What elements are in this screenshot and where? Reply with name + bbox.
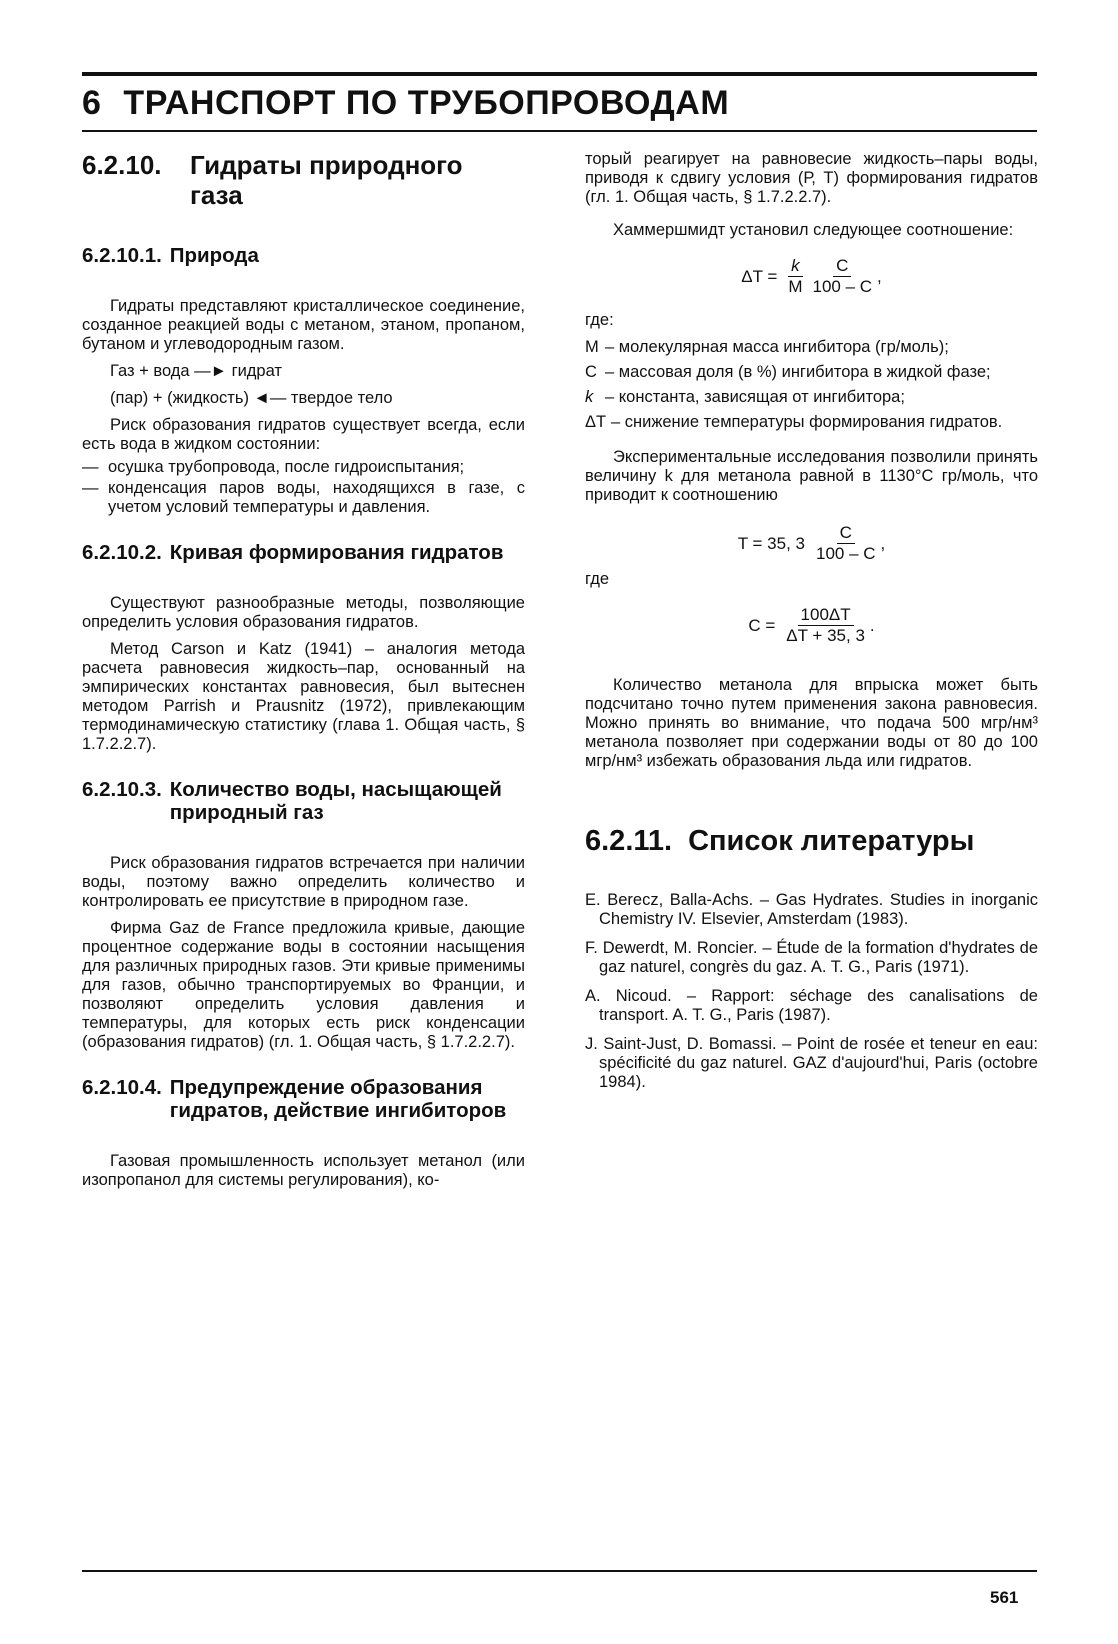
subsection-heading-prevention	[82, 1076, 525, 1122]
formula-concentration: C = $\frac{100\Delta T}{\Delta T + 35, 3}$ .	[748, 605, 875, 645]
subsection-heading-water	[82, 778, 525, 824]
header-rule-under	[82, 130, 1037, 132]
section-title: Гидраты природного газа	[190, 150, 463, 210]
paragraph: Хаммершмидт установил следующее соотношение:	[613, 221, 1014, 239]
fraction: $\frac{C}{100 - C}$	[815, 523, 876, 563]
right-column	[585, 150, 1038, 1092]
paragraph: Количество метанола для впрыска может быть подсчитано точно путем применения закона равновесия. Можно принять во внимание, что подача 500 мгр/нм³ метанола позволяет при содержании воды от 80 до 100 мгр/нм³ избежать образования льда или гидратов.	[585, 676, 1038, 770]
where-label: где:	[585, 311, 614, 329]
paragraph: Риск образования гидратов встречается при наличии воды, поэтому важно определить количество и контролировать ее присутствие в природном газе.	[82, 854, 525, 910]
paragraph: Метод Carson и Katz (1941) – аналогия метода расчета равновесия жидкость–пар, основанный на эмпирических константах равновесия, был вытеснен методом Parrish и Prausnitz (1972), привлекающим термодинамическую статистику (глава 1. Общая часть, § 1.7.2.2.7).	[82, 640, 525, 753]
paragraph: торый реагирует на равновесие жидкость–пары воды, приводя к сдвигу условия (Р, Т) формирования гидратов (гл. 1. Общая часть, § 1.7.2.2.7).	[585, 150, 1038, 206]
chapter-heading	[82, 84, 729, 123]
footer-rule	[82, 1570, 1037, 1572]
subsection-title: Природа	[169, 244, 259, 267]
subsection-number: 6.2.10.4.	[82, 1076, 162, 1099]
reaction-line: (пар) + (жидкость) ◄— твердое тело	[110, 389, 393, 407]
formula-lhs: ΔT =	[741, 266, 778, 286]
subsection-number: 6.2.10.3.	[82, 778, 162, 801]
paragraph: Риск образования гидратов существует всегда, если есть вода в жидком состоянии:	[82, 416, 525, 453]
formula-lhs: T = 35, 3	[737, 533, 805, 553]
list-item: — осушка трубопровода, после гидроиспытания;	[82, 458, 465, 476]
reference-item: J. Saint-Just, D. Bomassi. – Point de rosée et teneur en eau: spécificité du gaz naturel. GAZ d'aujourd'hui, Paris (octobre 1984).	[585, 1035, 1038, 1091]
header-rule-top	[82, 72, 1037, 76]
subsection-number: 6.2.10.1.	[82, 244, 162, 267]
subsection-heading-nature	[82, 244, 525, 267]
chapter-title: ТРАНСПОРТ ПО ТРУБОПРОВОДАМ	[123, 84, 730, 122]
left-column	[82, 150, 525, 1190]
references-heading	[585, 825, 1038, 857]
reference-item: E. Berecz, Balla-Achs. – Gas Hydrates. Studies in inorganic Chemistry IV. Elsevier, Amsterdam (1983).	[585, 891, 1038, 928]
where-label: где	[585, 570, 610, 588]
chapter-number: 6	[82, 84, 102, 122]
paragraph: Газовая промышленность использует метанол (или изопропанол для системы регулирования), ко-	[82, 1152, 525, 1189]
section-number: 6.2.10.	[82, 150, 162, 180]
section-heading	[82, 150, 525, 210]
definition-item: C – массовая доля (в %) ингибитора в жидкой фазе;	[585, 363, 991, 381]
paragraph: Экспериментальные исследования позволили принять величину k для метанола равной в 1130°C гр/моль, что приводит к соотношению	[585, 448, 1038, 504]
section-title: Список литературы	[688, 825, 975, 857]
subsection-title: Кривая формирования гидратов	[169, 541, 504, 564]
subsection-number: 6.2.10.2.	[82, 541, 162, 564]
section-number: 6.2.11.	[585, 825, 673, 857]
fraction: $\frac{k}{M}$	[788, 256, 803, 296]
page-number: 561	[990, 1588, 1019, 1607]
definition-item: ΔT – снижение температуры формирования гидратов.	[585, 413, 1003, 431]
subsection-heading-curve	[82, 541, 525, 564]
subsection-title: Предупреждение образования гидратов, действие ингибиторов	[169, 1076, 507, 1122]
reference-item: A. Nicoud. – Rapport: séchage des canalisations de transport. A. T. G., Paris (1987).	[585, 987, 1038, 1024]
paragraph: Существуют разнообразные методы, позволяющие определить условия образования гидратов.	[82, 594, 525, 631]
paragraph: Гидраты представляют кристаллическое соединение, созданное реакцией воды с метаном, этаном, пропаном, бутаном и углеводородным газом.	[82, 297, 525, 353]
paragraph: Фирма Gaz de France предложила кривые, дающие процентное содержание воды в состоянии насыщения для различных природных газов. Эти кривые применимы для газов, обычно транспортируемых во Франции, и позволяют определить условия давления и температуры, для которых есть риск конденсации (образования гидратов) (гл. 1. Общая часть, § 1.7.2.2.7).	[82, 919, 525, 1051]
fraction: $\frac{C}{100 - C}$	[812, 256, 873, 296]
formula-methanol: T = 35, 3 $\frac{C}{100 - C}$ ,	[737, 523, 886, 563]
list-item: — конденсация паров воды, находящихся в газе, с учетом условий температуры и давления.	[82, 479, 525, 516]
formula-lhs: C =	[748, 615, 776, 635]
reaction-line: Газ + вода —► гидрат	[110, 362, 282, 380]
definition-item: M – молекулярная масса ингибитора (гр/моль);	[585, 338, 949, 356]
subsection-title: Количество воды, насыщающей природный газ	[169, 778, 502, 824]
formula-hammerschmidt: ΔT = $\frac{k}{M}$ $\frac{C}{100 - C}$ ,	[741, 256, 882, 296]
reference-item: F. Dewerdt, M. Roncier. – Étude de la formation d'hydrates de gaz naturel, congrès du gaz. A. T. G., Paris (1971).	[585, 939, 1038, 976]
definition-item: k – константа, зависящая от ингибитора;	[585, 388, 905, 406]
fraction: $\frac{100\Delta T}{\Delta T + 35, 3}$	[786, 605, 865, 645]
